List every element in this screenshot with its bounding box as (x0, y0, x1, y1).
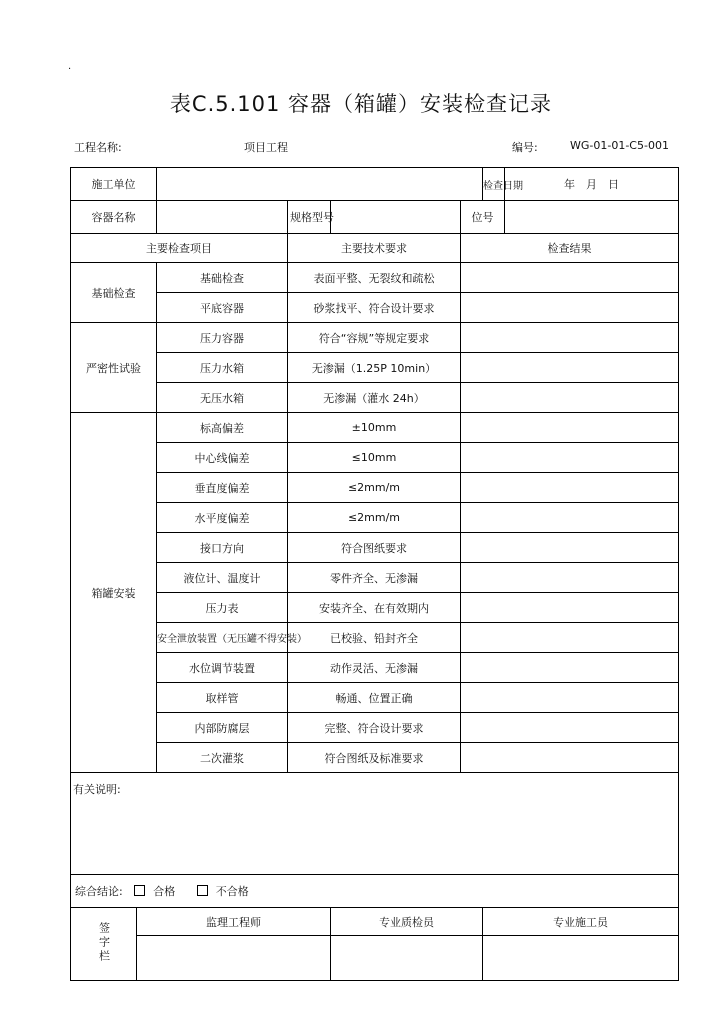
item-label: 液位计、温度计 (157, 563, 288, 593)
requirement-text: 砂浆找平、符合设计要求 (288, 293, 461, 323)
constructor-signature[interactable] (483, 936, 679, 981)
item-label: 接口方向 (157, 533, 288, 563)
notes-row (71, 773, 679, 875)
vessel-row (71, 201, 679, 234)
table-row (71, 383, 679, 413)
number-value: WG-01-01-C5-001 (570, 139, 669, 152)
corner-mark: . (68, 61, 72, 72)
result-cell[interactable] (461, 503, 679, 533)
requirement-text: 无渗漏（灌水 24h） (288, 383, 461, 413)
engineer-signature[interactable] (137, 936, 331, 981)
item-label: 水平度偏差 (157, 503, 288, 533)
notes-cell[interactable] (71, 773, 679, 875)
construction-unit-value[interactable] (157, 168, 483, 201)
requirement-text: 零件齐全、无渗漏 (288, 563, 461, 593)
notes-label: 有关说明: (73, 783, 121, 796)
requirement-text: 动作灵活、无渗漏 (288, 653, 461, 683)
project-name-label: 工程名称: (74, 141, 122, 154)
group-tank: 箱罐安装 (71, 413, 157, 773)
result-cell[interactable] (461, 413, 679, 443)
item-label: 水位调节装置 (157, 653, 288, 683)
project-name-value: 项目工程 (244, 141, 288, 154)
result-cell[interactable] (461, 293, 679, 323)
item-label: 垂直度偏差 (157, 473, 288, 503)
item-label: 二次灌浆 (157, 743, 288, 773)
table-row (71, 563, 679, 593)
requirement-text: ≤10mm (288, 443, 461, 473)
result-cell[interactable] (461, 263, 679, 293)
signature-row (71, 936, 679, 981)
result-cell[interactable] (461, 533, 679, 563)
table-row (71, 443, 679, 473)
item-label: 安全泄放装置（无压罐不得安装） (157, 623, 288, 653)
result-cell[interactable] (461, 713, 679, 743)
table-row (71, 623, 679, 653)
item-label: 基础检查 (157, 263, 288, 293)
signature-header-row (71, 908, 679, 936)
conclusion-row (71, 875, 679, 908)
conclusion-label: 综合结论: (75, 885, 123, 898)
signature-label: 签字栏 (97, 921, 111, 964)
inspection-table (70, 167, 679, 981)
item-label: 压力表 (157, 593, 288, 623)
table-row (71, 713, 679, 743)
fail-label: 不合格 (215, 885, 249, 898)
conclusion-cell (71, 875, 679, 908)
result-cell[interactable] (461, 353, 679, 383)
table-row (71, 533, 679, 563)
result-cell[interactable] (461, 593, 679, 623)
table-row (71, 593, 679, 623)
result-cell[interactable] (461, 683, 679, 713)
pass-label: 合格 (153, 885, 176, 898)
result-cell[interactable] (461, 623, 679, 653)
result-cell[interactable] (461, 443, 679, 473)
header-result: 检查结果 (461, 234, 679, 263)
result-cell[interactable] (461, 563, 679, 593)
requirement-text: 表面平整、无裂纹和疏松 (288, 263, 461, 293)
header-item: 主要检查项目 (71, 234, 288, 263)
requirement-text: 安装齐全、在有效期内 (288, 593, 461, 623)
constructor-label: 专业施工员 (483, 908, 679, 936)
unit-row (71, 168, 679, 201)
result-cell[interactable] (461, 383, 679, 413)
table-row (71, 353, 679, 383)
model-value[interactable] (331, 201, 461, 234)
requirement-text: ≤2mm/m (288, 473, 461, 503)
signature-label-cell (71, 908, 137, 981)
item-label: 中心线偏差 (157, 443, 288, 473)
requirement-text: ≤2mm/m (288, 503, 461, 533)
inspector-label: 专业质检员 (331, 908, 483, 936)
requirement-text: 畅通、位置正确 (288, 683, 461, 713)
construction-unit-label: 施工单位 (71, 168, 157, 201)
vessel-name-value[interactable] (157, 201, 288, 234)
result-cell[interactable] (461, 653, 679, 683)
requirement-text: 符合图纸及标准要求 (288, 743, 461, 773)
page-title: 表C.5.101 容器（箱罐）安装检查记录 (169, 92, 553, 116)
table-row (71, 293, 679, 323)
item-label: 标高偏差 (157, 413, 288, 443)
fail-checkbox[interactable] (197, 885, 208, 896)
table-row (71, 743, 679, 773)
engineer-label: 监理工程师 (137, 908, 331, 936)
pass-checkbox[interactable] (134, 885, 145, 896)
inspection-date-value[interactable]: 年 月 日 (505, 168, 679, 201)
group-tightness: 严密性试验 (71, 323, 157, 413)
position-value[interactable] (505, 201, 679, 234)
vessel-name-label: 容器名称 (71, 201, 157, 234)
requirement-text: 符合图纸要求 (288, 533, 461, 563)
number-label: 编号: (512, 141, 538, 154)
requirement-text: ±10mm (288, 413, 461, 443)
item-label: 压力水箱 (157, 353, 288, 383)
item-label: 内部防腐层 (157, 713, 288, 743)
header-row (71, 234, 679, 263)
inspection-date-label: 检查日期 (483, 168, 505, 201)
result-cell[interactable] (461, 323, 679, 353)
table-row (71, 683, 679, 713)
requirement-text: 符合“容规”等规定要求 (288, 323, 461, 353)
table-row (71, 263, 679, 293)
model-label: 规格型号 (288, 201, 331, 234)
table-row (71, 413, 679, 443)
table-row (71, 473, 679, 503)
requirement-text: 已校验、铅封齐全 (288, 623, 461, 653)
table-row (71, 323, 679, 353)
header-requirement: 主要技术要求 (288, 234, 461, 263)
position-label: 位号 (461, 201, 505, 234)
group-foundation: 基础检查 (71, 263, 157, 323)
item-label: 压力容器 (157, 323, 288, 353)
result-cell[interactable] (461, 473, 679, 503)
inspector-signature[interactable] (331, 936, 483, 981)
requirement-text: 无渗漏（1.25P 10min） (288, 353, 461, 383)
result-cell[interactable] (461, 743, 679, 773)
table-row (71, 503, 679, 533)
item-label: 取样管 (157, 683, 288, 713)
item-label: 平底容器 (157, 293, 288, 323)
item-label: 无压水箱 (157, 383, 288, 413)
table-row (71, 653, 679, 683)
requirement-text: 完整、符合设计要求 (288, 713, 461, 743)
